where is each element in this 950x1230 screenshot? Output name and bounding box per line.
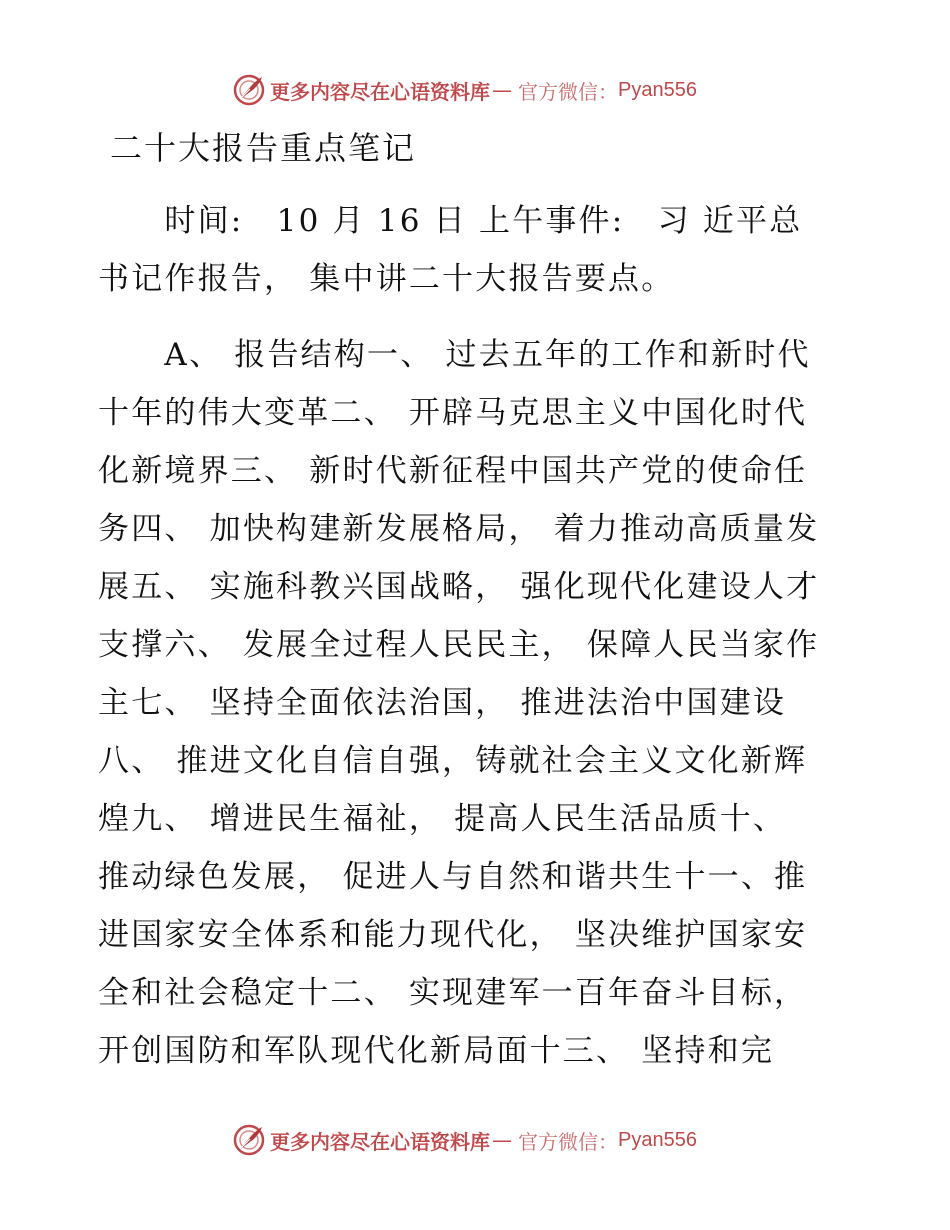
text-line: A、 报告结构一、 过去五年的工作和新时代 xyxy=(98,337,811,373)
watermark-banner-bottom xyxy=(232,1122,697,1158)
watermark-channel-text: 官方微信： xyxy=(518,79,618,104)
watermark-brand-text: 更多内容尽在心语资料库 xyxy=(270,1129,490,1154)
text-line: 务四、 加快构建新发展格局， 着力推动高质量发 xyxy=(98,511,820,547)
text-line: 煌九、 增进民生福祉， 提高人民生活品质十、 xyxy=(98,801,787,837)
text-line: 八、 推进文化自信自强，铸就社会主义文化新辉 xyxy=(98,743,808,779)
watermark-banner-top xyxy=(232,72,697,108)
watermark-brand-text: 更多内容尽在心语资料库 xyxy=(270,79,490,104)
text-line: 十年的伟大变革二、 开辟马克思主义中国化时代 xyxy=(98,395,808,431)
text-line: 书记作报告， 集中讲二十大报告要点。 xyxy=(98,261,675,297)
text-line: 时间: 10 月 16 日 上午事件: 习 近平总 xyxy=(98,203,803,239)
watermark-dash: — xyxy=(492,78,512,102)
text-line: 全和社会稳定十二、 实现建军一百年奋斗目标， xyxy=(98,975,808,1011)
text-line: 化新境界三、 新时代新征程中国共产党的使命任 xyxy=(98,453,808,489)
document-title: 二十大报告重点笔记 xyxy=(110,129,417,167)
text-line: 开创国防和军队现代化新局面十三、 坚持和完 xyxy=(98,1033,775,1069)
text-line: 支撑六、 发展全过程人民民主， 保障人民当家作 xyxy=(98,627,820,663)
watermark-wechat-id: Pyan556 xyxy=(618,78,697,101)
text-line: 推动绿色发展， 促进人与自然和谐共生十一、推 xyxy=(98,859,808,895)
quill-logo-icon xyxy=(232,73,266,107)
text-line: 展五、 实施科教兴国战略， 强化现代化建设人才 xyxy=(98,569,820,605)
quill-logo-icon xyxy=(232,1123,266,1157)
text-line: 进国家安全体系和能力现代化， 坚决维护国家安 xyxy=(98,917,808,953)
paragraph-report-structure xyxy=(98,326,858,1080)
watermark-wechat-id: Pyan556 xyxy=(618,1128,697,1151)
paragraph-time-event xyxy=(98,192,858,308)
watermark-dash: — xyxy=(492,1128,512,1152)
text-line: 主七、 坚持全面依法治国， 推进法治中国建设 xyxy=(98,685,787,721)
watermark-channel-text: 官方微信： xyxy=(518,1129,618,1154)
